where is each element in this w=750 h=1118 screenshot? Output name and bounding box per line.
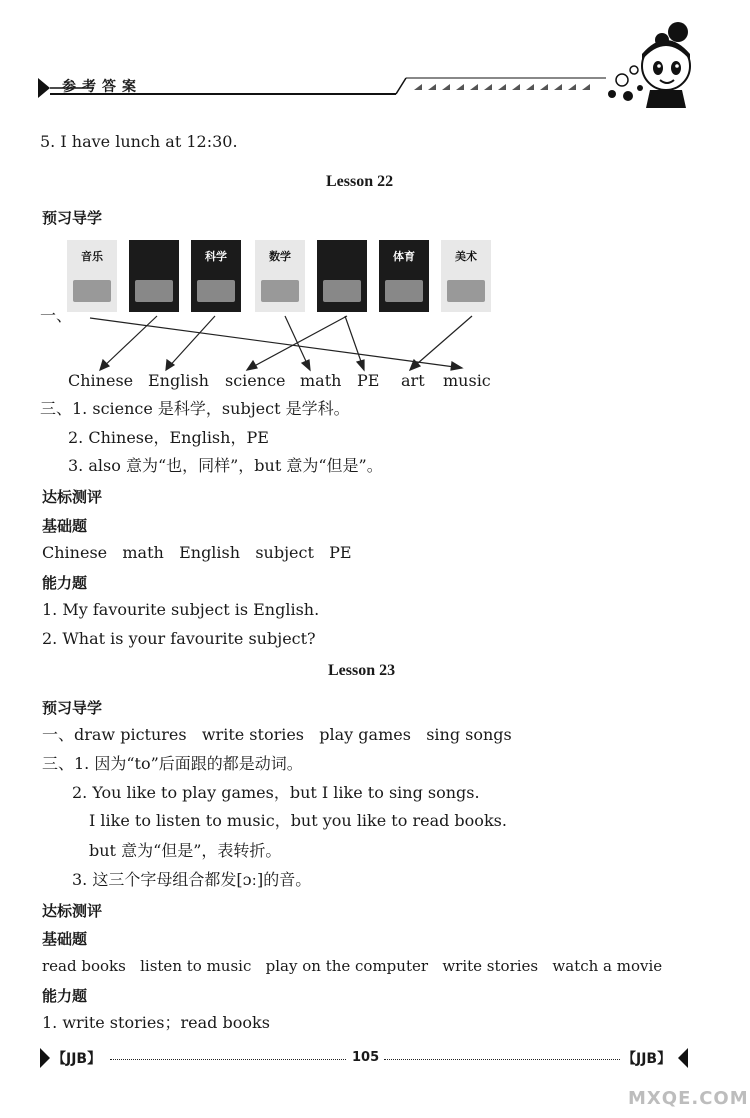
answer-line: but 意为“但是”，表转折。 xyxy=(89,841,282,860)
footer-left-label: 【JJB】 xyxy=(52,1051,102,1067)
answer-line: 三、1. science 是科学，subject 是学科。 xyxy=(40,399,350,418)
footer-dotted-rule xyxy=(384,1059,620,1060)
science-book-image: 科学 xyxy=(191,240,241,312)
answer-line: 2. You like to play games，but I like to sing songs. xyxy=(72,783,480,802)
match-marker: 一、 xyxy=(40,306,73,325)
answer-line: 5. I have lunch at 12:30. xyxy=(40,132,238,151)
basic-heading: 基础题 xyxy=(42,517,88,535)
answer-line: 2. What is your favourite subject? xyxy=(42,629,316,648)
footer-dotted-rule xyxy=(110,1059,346,1060)
watermark: MXQE.COM xyxy=(628,1088,749,1109)
basic-answer: Chinese math English subject PE xyxy=(42,543,352,562)
subject-word: science xyxy=(225,371,286,390)
pe-book-image: 体育 xyxy=(379,240,429,312)
answer-line: 3. 这三个字母组合都发[ɔː]的音。 xyxy=(72,870,312,889)
test-heading: 达标测评 xyxy=(42,902,103,920)
ability-heading: 能力题 xyxy=(42,987,88,1005)
answer-line: 2. Chinese，English，PE xyxy=(68,428,269,447)
matching-lines xyxy=(0,0,750,400)
subject-word: art xyxy=(401,371,425,390)
subject-word: Chinese xyxy=(68,371,134,390)
answer-line: I like to listen to music，but you like to read books. xyxy=(89,811,507,830)
answer-line: 3. also 意为“也，同样”，but 意为“但是”。 xyxy=(68,456,383,475)
subject-word: music xyxy=(443,371,491,390)
basic-answer: read books listen to music play on the computer write stories watch a movie xyxy=(42,957,663,975)
footer-left-arrow-icon xyxy=(38,1046,52,1070)
music-book-image: 音乐 xyxy=(67,240,117,312)
math-book-image: 数学 xyxy=(255,240,305,312)
answer-line: 一、draw pictures write stories play games sing songs xyxy=(42,725,512,744)
basic-heading: 基础题 xyxy=(42,930,88,948)
answer-line: 1. write stories；read books xyxy=(42,1013,270,1032)
lesson-22-title: Lesson 22 xyxy=(326,173,394,190)
subject-word: English xyxy=(148,371,209,390)
subject-word: math xyxy=(300,371,342,390)
ability-heading: 能力题 xyxy=(42,574,88,592)
answer-line: 三、1. 因为“to”后面跟的都是动词。 xyxy=(42,754,303,773)
preview-heading: 预习导学 xyxy=(42,699,103,717)
preview-heading: 预习导学 xyxy=(42,209,103,227)
art-book-image: 美术 xyxy=(441,240,491,312)
answer-line: 1. My favourite subject is English. xyxy=(42,600,320,619)
test-heading: 达标测评 xyxy=(42,488,103,506)
subject-word: PE xyxy=(357,371,380,390)
footer-right-label: 【JJB】 xyxy=(622,1051,672,1067)
page-number: 105 xyxy=(352,1050,380,1065)
lesson-23-title: Lesson 23 xyxy=(328,662,396,679)
header-title: 参考答案 xyxy=(62,79,142,95)
footer-right-arrow-icon xyxy=(676,1046,690,1070)
